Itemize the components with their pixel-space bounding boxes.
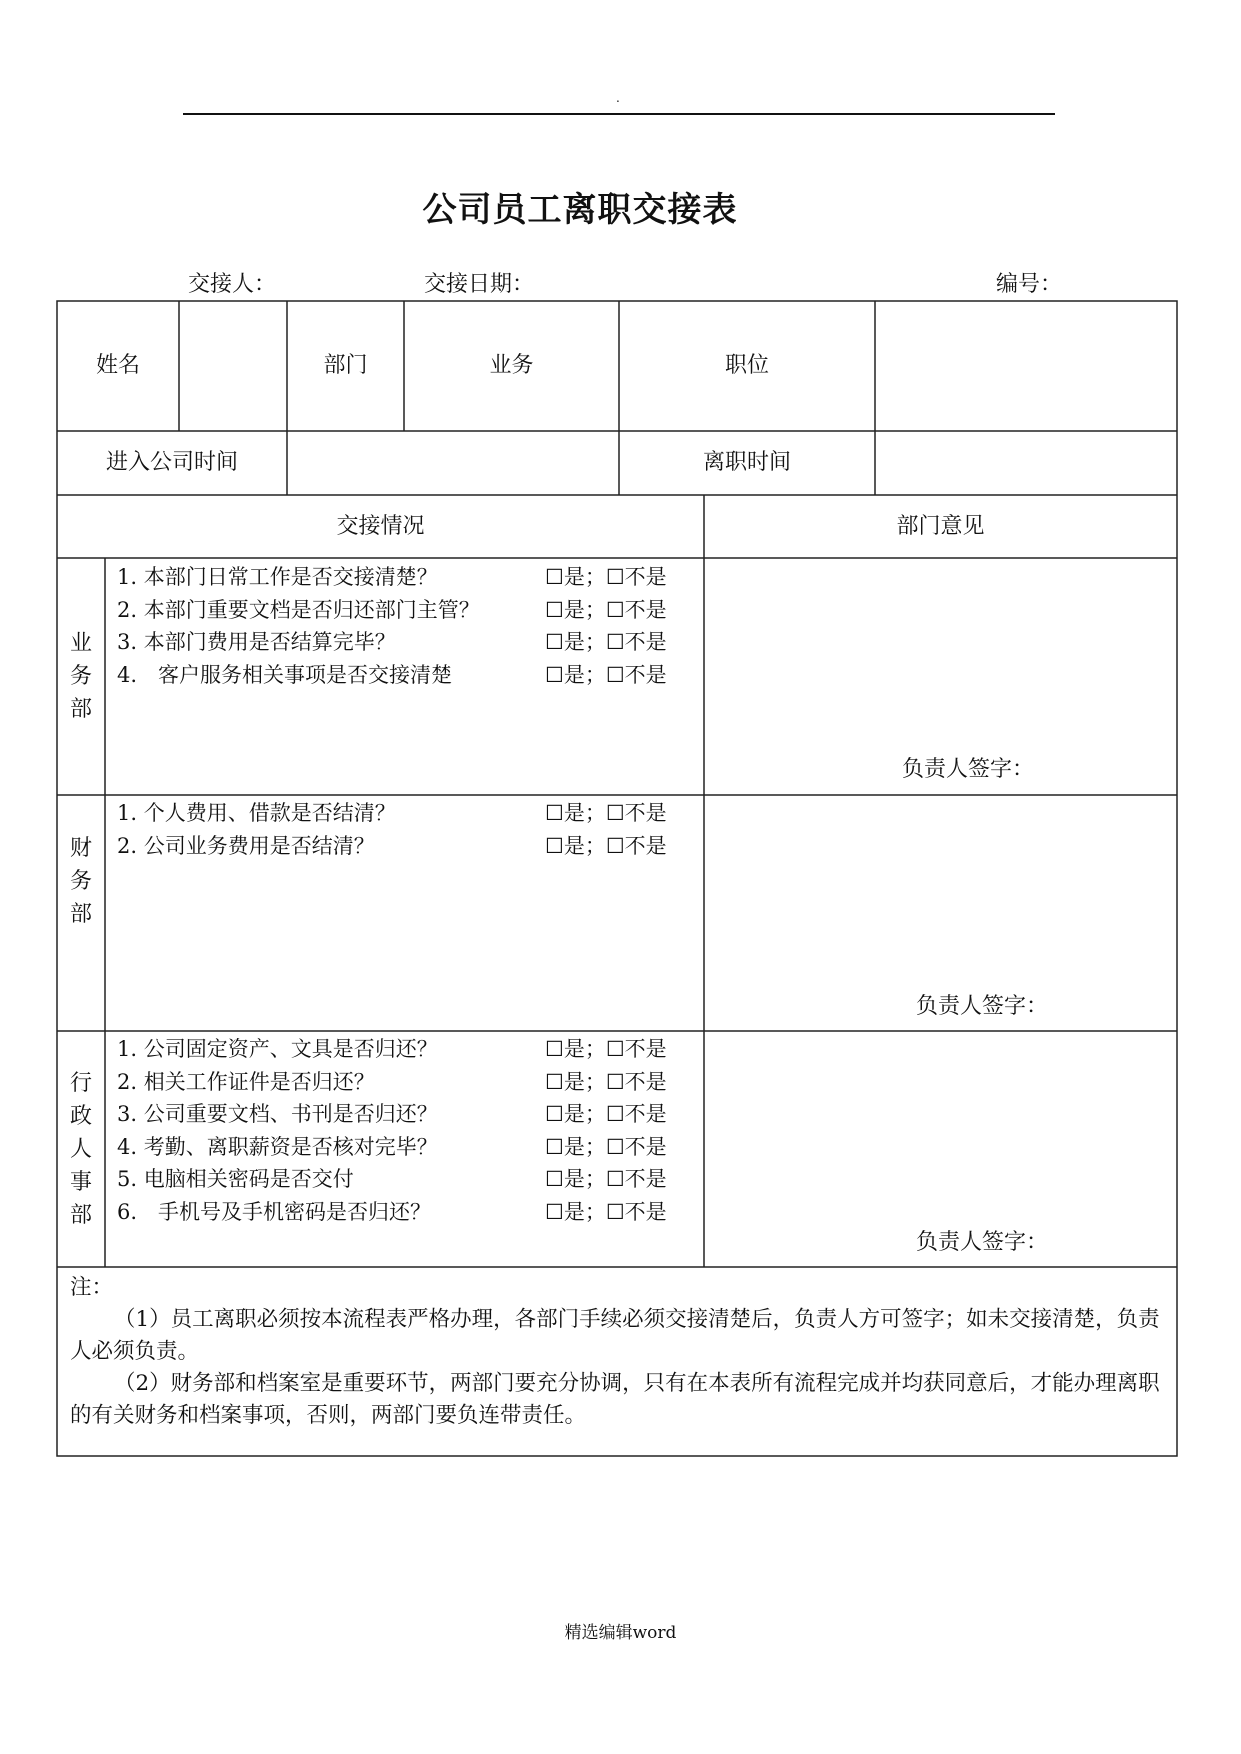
signature-label: 负责人签字： [902,757,1035,782]
note-paragraph-2: （2）财务部和档案室是重要环节，两部门要充分协调，只有在本表所有流程完成并均获同意后，才能办理离职的有关财务和档案事项，否则，两部门要负连带责任。 [70,1371,1160,1428]
dept-label: 部门 [323,353,368,378]
note-paragraph-1: （1）员工离职必须按本流程表严格办理，各部门手续必须交接清楚后，负责人方可签字；如未交接清楚，负责人必须负责。 [70,1307,1160,1364]
admin-hr-dept-label: 行 政 人 事 部 [69,1070,92,1228]
list-item: 3. 公司重要文档、书刊是否归还？ ☐是；☐不是 [117,1098,697,1131]
document-title: 公司员工离职交接表 [422,190,738,230]
name-label: 姓名 [95,353,140,378]
yes-no-checkbox[interactable]: ☐是；☐不是 [545,1134,667,1159]
list-item: 1. 公司固定资产、文具是否归还？ ☐是；☐不是 [117,1033,697,1066]
business-checklist [117,561,697,691]
yes-no-checkbox[interactable]: ☐是；☐不是 [545,833,667,858]
list-item: 5. 电脑相关密码是否交付 ☐是；☐不是 [117,1163,697,1196]
join-time-label: 进入公司时间 [105,450,238,475]
page-footer: 精选编辑word [564,1623,677,1643]
yes-no-checkbox[interactable]: ☐是；☐不是 [545,662,667,687]
header-dot: . [616,91,620,105]
handover-header: 交接情况 [336,513,425,539]
yes-no-checkbox[interactable]: ☐是；☐不是 [545,1102,667,1126]
finance-checklist [117,797,697,862]
yes-no-checkbox[interactable]: ☐是；☐不是 [545,801,667,825]
yes-no-checkbox[interactable]: ☐是；☐不是 [545,1167,667,1191]
signature-label: 负责人签字： [916,994,1049,1019]
business-dept-label: 业 务 部 [69,631,92,722]
leave-time-label: 离职时间 [702,450,791,475]
list-item: 2. 相关工作证件是否归还？ ☐是；☐不是 [117,1066,697,1099]
list-item: 3. 本部门费用是否结算完毕？ ☐是；☐不是 [117,626,697,659]
list-item: 1. 本部门日常工作是否交接清楚？ ☐是；☐不是 [117,561,697,594]
handover-person-label: 交接人： [188,272,277,297]
list-item: 6. 手机号及手机密码是否归还？ ☐是；☐不是 [117,1196,697,1229]
yes-no-checkbox[interactable]: ☐是；☐不是 [545,1199,667,1224]
yes-no-checkbox[interactable]: ☐是；☐不是 [545,630,667,654]
yes-no-checkbox[interactable]: ☐是；☐不是 [545,565,667,589]
yes-no-checkbox[interactable]: ☐是；☐不是 [545,597,667,622]
notes-section [70,1272,1170,1432]
position-label: 职位 [724,353,769,378]
yes-no-checkbox[interactable]: ☐是；☐不是 [545,1069,667,1094]
dept-value: 业务 [489,353,534,378]
admin-hr-checklist [117,1033,697,1228]
list-item: 4. 客户服务相关事项是否交接清楚 ☐是；☐不是 [117,659,697,692]
list-item: 1. 个人费用、借款是否结清？ ☐是；☐不是 [117,797,697,830]
yes-no-checkbox[interactable]: ☐是；☐不是 [545,1037,667,1061]
notes-label: 注： [70,1275,114,1300]
handover-date-label: 交接日期： [424,272,535,297]
signature-label: 负责人签字： [916,1230,1049,1255]
opinion-header: 部门意见 [896,513,985,539]
finance-dept-label: 财 务 部 [69,836,92,927]
list-item: 4. 考勤、离职薪资是否核对完毕？ ☐是；☐不是 [117,1131,697,1164]
list-item: 2. 公司业务费用是否结清？ ☐是；☐不是 [117,830,697,863]
list-item: 2. 本部门重要文档是否归还部门主管？ ☐是；☐不是 [117,594,697,627]
number-label: 编号： [996,272,1063,297]
